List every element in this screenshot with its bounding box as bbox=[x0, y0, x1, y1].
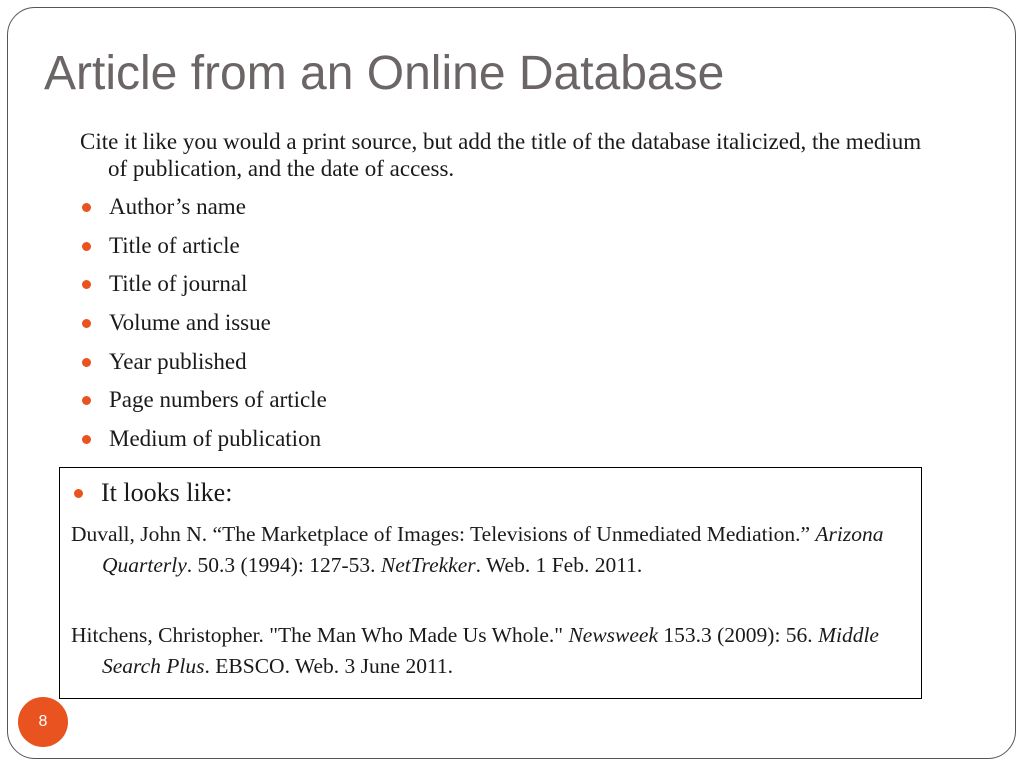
citation-hitchens bbox=[71, 620, 942, 682]
journal-title: Newsweek bbox=[568, 623, 659, 647]
citation-text: . 50.3 (1994): 127-53. bbox=[186, 553, 381, 577]
bullet-dot-icon bbox=[82, 280, 91, 289]
bullet-text: Author’s name bbox=[109, 194, 246, 219]
bullet-dot-icon bbox=[82, 203, 91, 212]
bullet-dot-icon bbox=[82, 396, 91, 405]
bullet-item bbox=[80, 425, 327, 464]
bullet-dot-icon bbox=[82, 242, 91, 251]
bullet-text: Volume and issue bbox=[109, 310, 271, 336]
citation-text: Hitchens, Christopher. "The Man Who Made Us Whole." bbox=[71, 623, 569, 647]
citation-text: Duvall, John N. “The Marketplace of Images: Televisions of Unmediated Mediation.” bbox=[71, 522, 816, 546]
bullet-item bbox=[80, 386, 327, 425]
slide-title: Article from an Online Database bbox=[44, 47, 725, 100]
citation-duvall bbox=[71, 519, 942, 581]
intro-paragraph: Cite it like you would a print source, but add the title of the database italicized, the medium of publication, and the date of access. bbox=[80, 129, 922, 181]
bullet-dot-icon bbox=[82, 319, 91, 328]
bullet-text: Page numbers of article bbox=[109, 387, 327, 413]
bullet-text: Title of journal bbox=[109, 271, 248, 297]
bullet-item bbox=[80, 193, 327, 232]
example-box bbox=[59, 467, 922, 699]
bullet-text: Year published bbox=[109, 348, 247, 374]
bullet-item bbox=[80, 270, 327, 309]
example-heading-text: It looks like: bbox=[101, 478, 233, 507]
bullet-text: Title of article bbox=[109, 232, 240, 258]
bullet-item bbox=[80, 309, 327, 348]
bullet-dot-icon bbox=[82, 358, 91, 367]
database-title: NetTrekker bbox=[380, 553, 476, 577]
journal-title: Arizona Quarterly bbox=[102, 522, 884, 577]
citation-text: . EBSCO. Web. 3 June 2011. bbox=[204, 654, 454, 678]
example-heading bbox=[71, 477, 232, 509]
bullet-dot-icon bbox=[82, 435, 91, 444]
slide-number-badge: 8 bbox=[18, 697, 68, 747]
citation-text: 153.3 (2009): 56. bbox=[658, 623, 819, 647]
bullet-item bbox=[80, 348, 327, 387]
bullet-item bbox=[80, 232, 327, 271]
bullet-text: Medium of publication bbox=[109, 426, 322, 452]
database-title: Middle Search Plus bbox=[102, 623, 879, 678]
bullet-dot-icon bbox=[74, 489, 83, 498]
bullet-list bbox=[80, 193, 327, 464]
citation-text: . Web. 1 Feb. 2011. bbox=[475, 553, 643, 577]
